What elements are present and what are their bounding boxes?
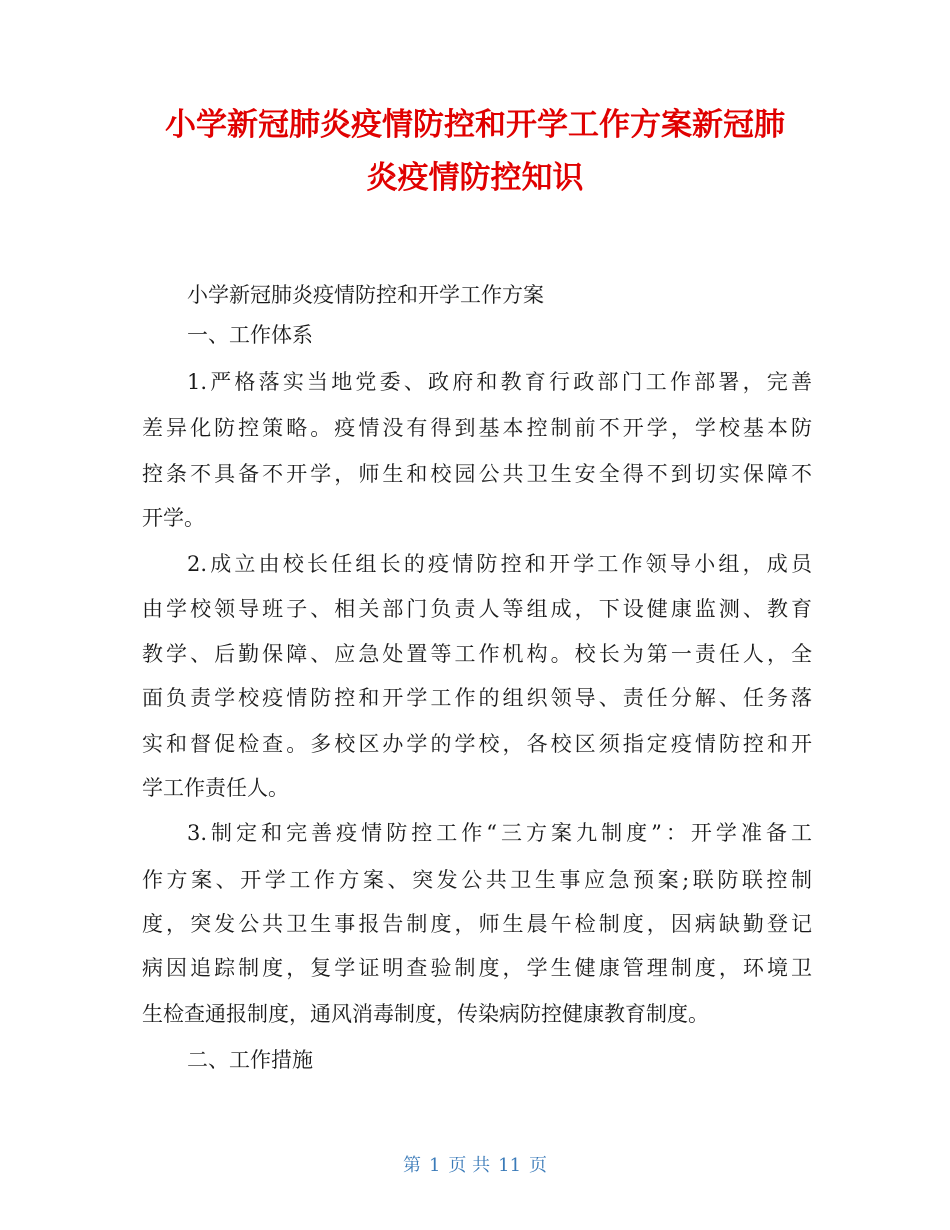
document-title-line-2: 炎疫情防控知识 <box>366 160 584 196</box>
paragraph-line: 3.制定和完善疫情防控工作“三方案九制度”：开学准备工 <box>187 821 812 845</box>
section-heading-1: 一、工作体系 <box>187 323 313 347</box>
section-heading-main: 小学新冠肺炎疫情防控和开学工作方案 <box>187 283 544 307</box>
footer-prefix: 第 <box>402 1155 421 1176</box>
paragraph-line: 控条不具备不开学，师生和校园公共卫生安全得不到切实保障不 <box>142 462 812 486</box>
paragraph-line: 教学、后勤保障、应急处置等工作机构。校长为第一责任人，全 <box>142 642 812 666</box>
paragraph-line: 由学校领导班子、相关部门负责人等组成，下设健康监测、教育 <box>142 597 812 621</box>
paragraph-line: 面负责学校疫情防控和开学工作的组织领导、责任分解、任务落 <box>142 686 812 710</box>
paragraph-line: 作方案、开学工作方案、突发公共卫生事应急预案;联防联控制 <box>142 868 812 892</box>
footer-page-number: 1 <box>428 1155 441 1176</box>
section-heading-2: 二、工作措施 <box>187 1048 313 1072</box>
footer-middle: 页 共 <box>448 1155 491 1176</box>
paragraph-line: 学工作责任人。 <box>142 776 289 800</box>
paragraph-line: 差异化防控策略。疫情没有得到基本控制前不开学，学校基本防 <box>142 416 812 440</box>
paragraph-line: 2.成立由校长任组长的疫情防控和开学工作领导小组，成员 <box>187 552 812 576</box>
paragraph-line: 开学。 <box>142 506 205 530</box>
paragraph-line: 1.严格落实当地党委、政府和教育行政部门工作部署，完善 <box>187 370 812 394</box>
footer-total-pages: 11 <box>498 1155 522 1176</box>
paragraph-line: 病因追踪制度，复学证明查验制度，学生健康管理制度，环境卫 <box>142 956 812 980</box>
document-title-line-1: 小学新冠肺炎疫情防控和开学工作方案新冠肺 <box>165 107 785 143</box>
page-footer <box>0 1151 950 1177</box>
paragraph-line: 生检查通报制度，通风消毒制度，传染病防控健康教育制度。 <box>142 1002 709 1026</box>
paragraph-line: 度，突发公共卫生事报告制度，师生晨午检制度，因病缺勤登记 <box>142 912 812 936</box>
paragraph-line: 实和督促检查。多校区办学的学校，各校区须指定疫情防控和开 <box>142 732 812 756</box>
footer-suffix: 页 <box>529 1155 548 1176</box>
